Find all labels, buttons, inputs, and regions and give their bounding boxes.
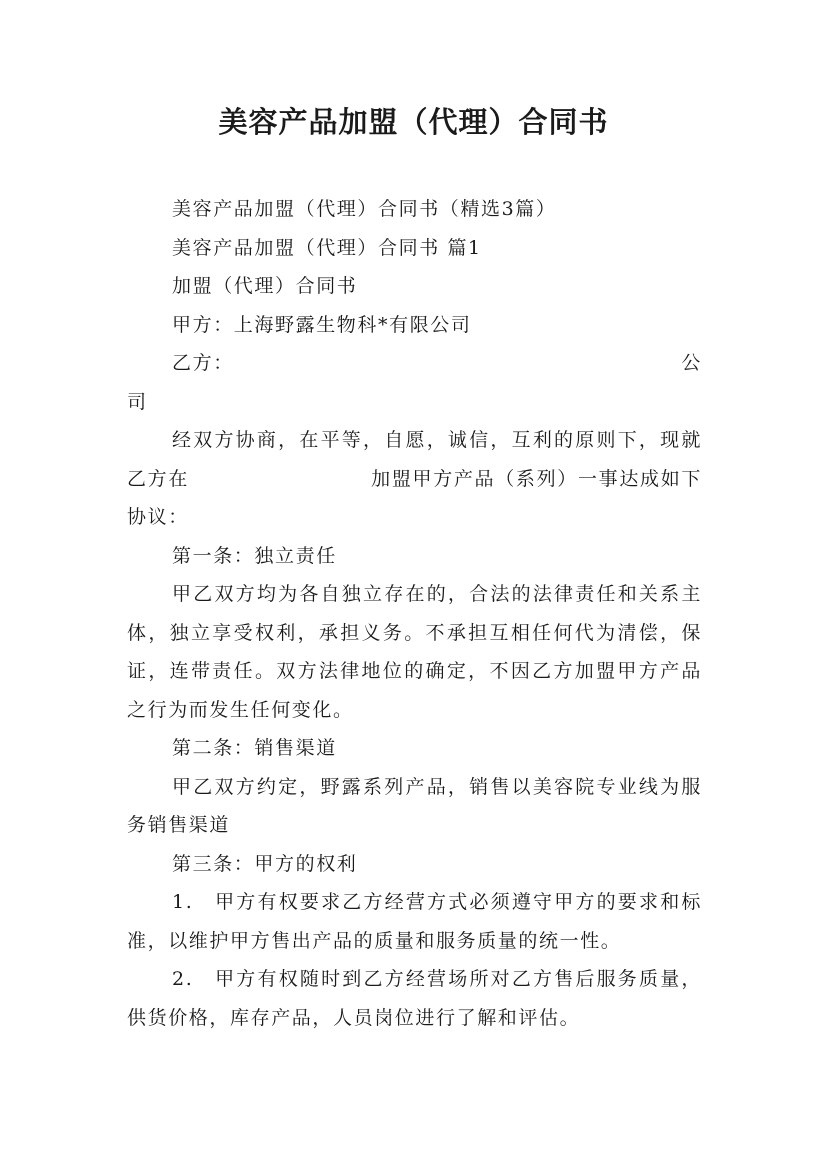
article-3-title: 第三条：甲方的权利 (172, 852, 358, 875)
contract-heading: 加盟（代理）合同书 (172, 275, 358, 297)
party-b-suffix-1: 公 (681, 352, 702, 374)
subtitle-line: 美容产品加盟（代理）合同书（精选3篇） (172, 198, 557, 220)
party-b-suffix-2: 司 (127, 390, 148, 413)
party-b-line (127, 344, 702, 383)
intro-part-2: 加盟甲方产品（系列）一事达成如下协议： (127, 467, 702, 528)
article-2-title: 第二条：销售渠道 (172, 737, 337, 759)
article-3-item-2: 2. 甲方有权随时到乙方经营场所对乙方售后服务质量，供货价格，库存产品，人员岗位进行了解和评估。 (127, 968, 702, 1029)
chapter-line: 美容产品加盟（代理）合同书 篇1 (172, 236, 482, 259)
article-1-body: 甲乙双方均为各自独立存在的，合法的法律责任和关系主体，独立享受权利，承担义务。不承担互相任何代为清偿，保证，连带责任。双方法律地位的确定，不因乙方加盟甲方产品之行为而发生任何变化。 (127, 583, 702, 721)
document-body (127, 190, 702, 1037)
article-1-title: 第一条：独立责任 (172, 544, 337, 567)
party-a-line: 甲方：上海野露生物科*有限公司 (172, 313, 472, 336)
article-2-body: 甲乙双方约定，野露系列产品，销售以美容院专业线为服务销售渠道 (127, 775, 702, 836)
intro-paragraph (127, 421, 702, 537)
article-3-item-1: 1. 甲方有权要求乙方经营方式必须遵守甲方的要求和标准，以维护甲方售出产品的质量和服务质量的统一性。 (127, 891, 702, 952)
party-b-label: 乙方： (172, 352, 234, 374)
document-title: 美容产品加盟（代理）合同书 (218, 105, 609, 139)
intro-part-1: 经双方协商，在平等，自愿，诚信，互利的原则下，现就乙方在 (127, 429, 702, 490)
